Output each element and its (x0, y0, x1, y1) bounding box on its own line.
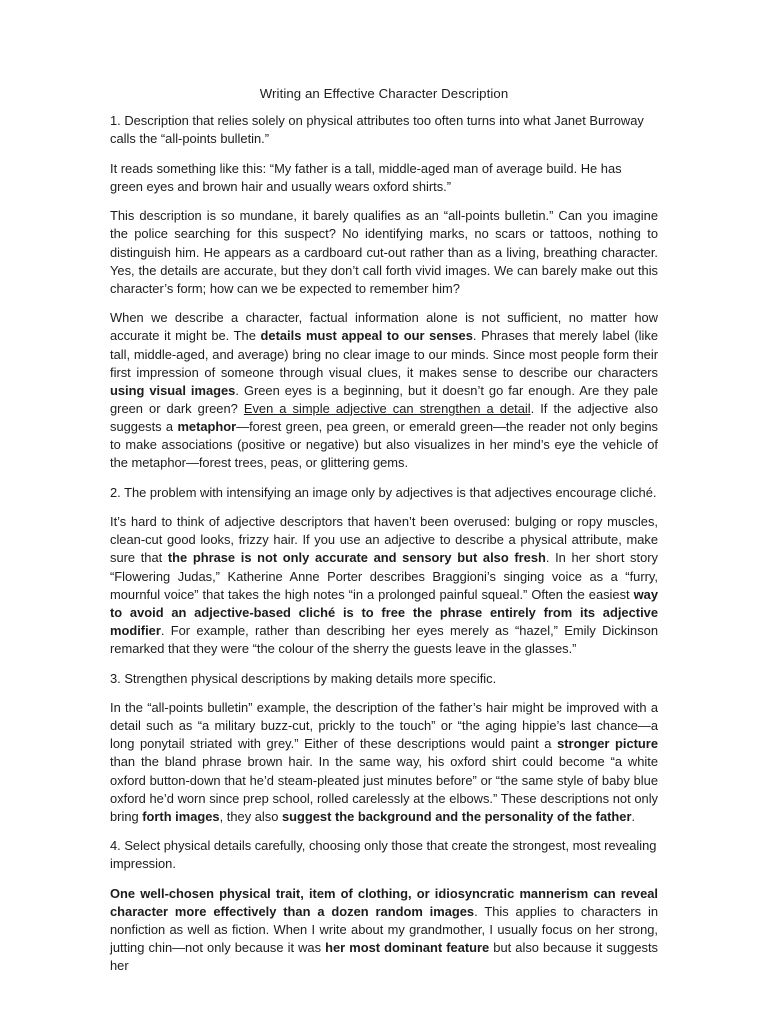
paragraph (110, 160, 658, 196)
paragraph (110, 484, 658, 502)
bold-phrase: forth images (142, 808, 220, 824)
bold-phrase: using visual images (110, 382, 236, 398)
bold-phrase: her most dominant feature (325, 940, 490, 956)
text-run: When we describe a character, factual information alone is not sufficient, no matter how accurate it might be. The (110, 310, 658, 344)
bold-phrase: details must appeal to our senses (260, 328, 473, 344)
text-run: 4. Select physical details carefully, choosing only those that create the strongest, most revealing impression. (110, 838, 657, 872)
text-run: . Phrases that merely label (like tall, middle-aged, and average) bring no clear image to our minds. Since most people form their first impression of someone through visual clues, it makes sense to describe our characters (110, 328, 659, 380)
paragraph (110, 309, 658, 472)
paragraph (110, 112, 658, 148)
text-run: It reads something like this: “My father is a tall, middle-aged man of average build. He has green eyes and brown hair and usually wears oxford shirts.” (110, 160, 622, 194)
paragraph (110, 670, 658, 688)
text-run: This description is so mundane, it barely qualifies as an “all-points bulletin.” Can you imagine the police searching for this suspect? No identifying marks, no scars or tattoos, nothing to distinguish him. He appears as a cardboard cut-out rather than as a living, breathing character. Yes, the details are accurate, but they don’t call forth vivid images. We can barely make out this character’s form; how can we be expected to remember him? (110, 208, 658, 296)
bold-phrase: One well-chosen physical trait, item of clothing, or idiosyncratic mannerism can reveal character more effectively than a dozen random images (110, 885, 658, 920)
paragraph (110, 837, 658, 873)
paragraph (110, 513, 658, 658)
text-run: —forest green, pea green, or emerald green—the reader not only begins to make associations (positive or negative) but also visualizes in her mind’s eye the vehicle of the metaphor—forest trees, peas, or glittering gems. (110, 418, 658, 471)
text-run: . If the adjective also suggests a (110, 400, 658, 434)
bold-phrase: metaphor (177, 418, 237, 434)
text-run: . (631, 808, 636, 824)
bold-phrase: stronger picture (557, 736, 658, 752)
text-run: . In her short story “Flowering Judas,” Katherine Anne Porter describes Braggioni’s singing voice as a “furry, mournful voice” that takes the high notes “in a prolonged painful squeal.” Often the easiest (110, 550, 658, 602)
bold-phrase: the phrase is not only accurate and sensory but also fresh (167, 550, 546, 566)
text-run: In the “all-points bulletin” example, the description of the father’s hair might be improved with a detail such as “a military buzz-cut, prickly to the touch” or “the aging hippie’s last chance—a long ponytail striated with grey.” Either of these descriptions would paint a (110, 700, 658, 752)
text-run: but also because it suggests her (110, 940, 658, 974)
bold-phrase: way to avoid an adjective-based cliché is to free the phrase entirely from its adjective modifier (110, 586, 658, 638)
text-run: 3. Strengthen physical descriptions by making details more specific. (110, 670, 497, 686)
text-run: . Green eyes is a beginning, but it doesn’t go far enough. Are they pale green or dark green? (110, 382, 658, 416)
paragraph (110, 699, 658, 826)
text-run: . This applies to characters in nonfiction as well as fiction. When I write about my grandmother, I usually focus on her strong, jutting chin—not only because it was (110, 904, 658, 956)
paragraph (110, 207, 658, 297)
text-run: It’s hard to think of adjective descriptors that haven’t been overused: bulging or ropy muscles, clean-cut good looks, frizzy hair. If you use an adjective to describe a physical attribute, make sure that (110, 514, 658, 566)
text-run: than the bland phrase brown hair. In the same way, his oxford shirt could become “a white oxford button-down that he’d steam-pleated just minutes before” or “the same style of baby blue oxford he’d worn since prep school, rolled carelessly at the elbows.” These descriptions not only bring (110, 754, 658, 824)
text-run: 1. Description that relies solely on physical attributes too often turns into what Janet Burroway calls the “all-points bulletin.” (110, 113, 644, 147)
text-run: . For example, rather than describing her eyes merely as “hazel,” Emily Dickinson remarked that they were “the colour of the sherry the guests leave in the glasses.” (110, 622, 658, 656)
document-title: Writing an Effective Character Description (259, 86, 509, 101)
underlined-phrase: Even a simple adjective can strengthen a detail (243, 400, 531, 416)
bold-phrase: suggest the background and the personality of the father (281, 808, 632, 824)
paragraph (110, 885, 658, 975)
text-run: , they also (219, 808, 282, 824)
text-run: 2. The problem with intensifying an image only by adjectives is that adjectives encourage cliché. (110, 484, 657, 500)
